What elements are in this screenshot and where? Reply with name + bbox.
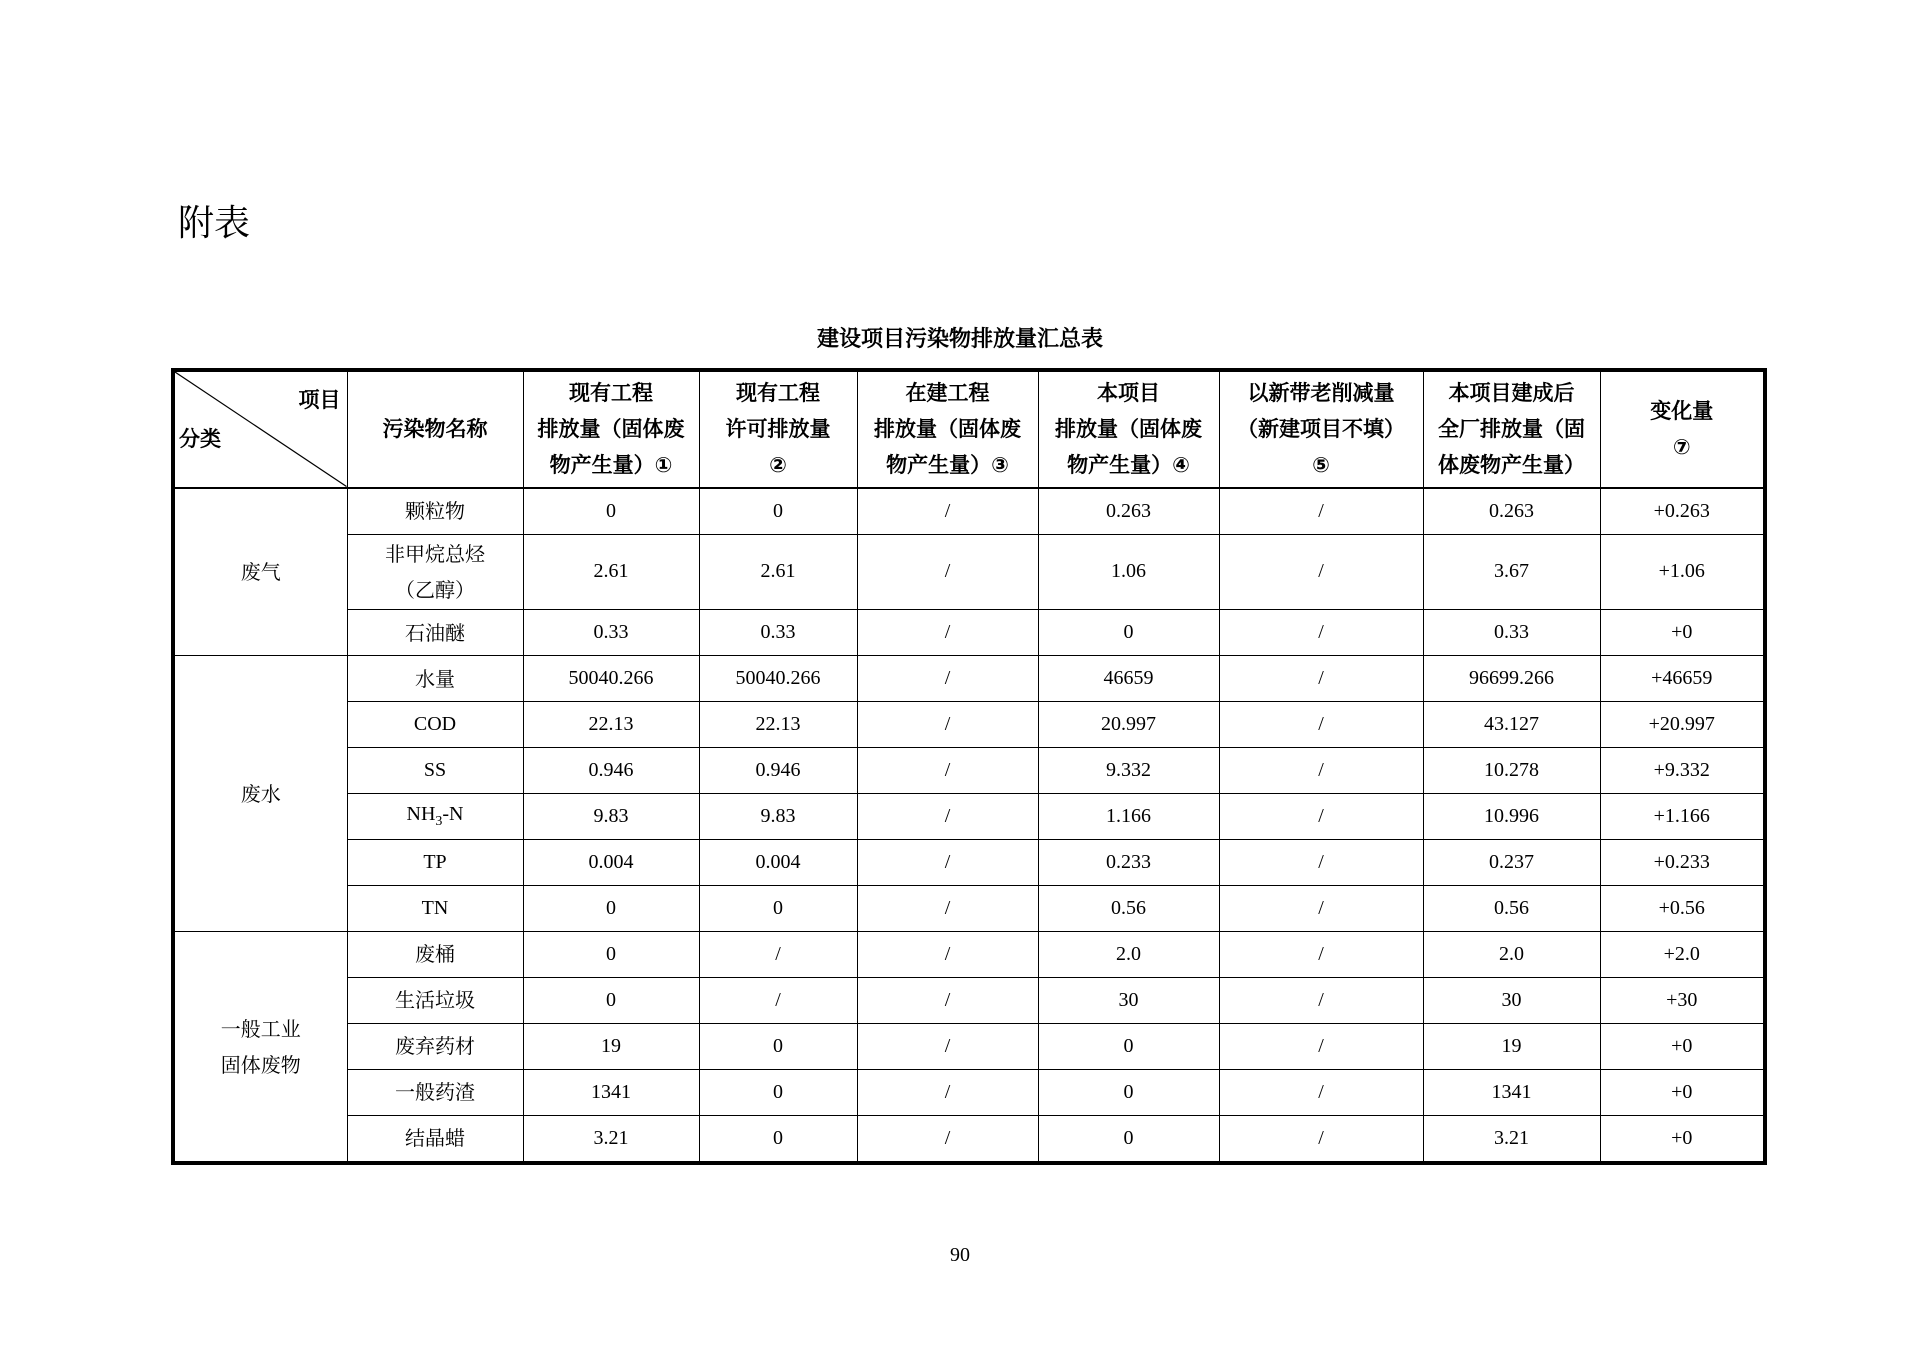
cell-permitted: / bbox=[699, 977, 857, 1023]
cell-under-construction: / bbox=[857, 977, 1038, 1023]
table-row bbox=[173, 1069, 1765, 1115]
formula-base: NH bbox=[406, 803, 436, 826]
header-line: 变化量 bbox=[1650, 399, 1714, 424]
table-row bbox=[173, 1023, 1765, 1069]
cell-change: +0 bbox=[1600, 1115, 1765, 1163]
cell-under-construction: / bbox=[857, 656, 1038, 702]
cell-existing: 3.21 bbox=[523, 1115, 699, 1163]
cell-existing: 0.33 bbox=[523, 610, 699, 656]
header-line: 物产生量）④ bbox=[1067, 453, 1190, 478]
cell-this-project: 20.997 bbox=[1038, 702, 1219, 748]
cell-this-project: 0.233 bbox=[1038, 840, 1219, 886]
cell-existing: 0.004 bbox=[523, 840, 699, 886]
cell-existing: 0 bbox=[523, 932, 699, 978]
cell-this-project: 1.06 bbox=[1038, 534, 1219, 610]
cell-change: +9.332 bbox=[1600, 748, 1765, 794]
cell-permitted: 0.33 bbox=[699, 610, 857, 656]
header-line: （新建项目不填） bbox=[1237, 417, 1405, 442]
cell-this-project: 0 bbox=[1038, 1069, 1219, 1115]
header-line: 本项目 bbox=[1097, 381, 1160, 406]
table-row bbox=[173, 702, 1765, 748]
cell-reduction: / bbox=[1219, 932, 1423, 978]
pollutant-name bbox=[347, 794, 523, 840]
cell-reduction: / bbox=[1219, 1115, 1423, 1163]
cell-change: +30 bbox=[1600, 977, 1765, 1023]
header-permitted-emission bbox=[699, 370, 857, 488]
table-row bbox=[173, 610, 1765, 656]
cell-existing: 0 bbox=[523, 977, 699, 1023]
cell-reduction: / bbox=[1219, 610, 1423, 656]
cell-permitted: 0 bbox=[699, 1069, 857, 1115]
cell-after-completion: 0.33 bbox=[1423, 610, 1600, 656]
cell-under-construction: / bbox=[857, 1115, 1038, 1163]
cell-existing: 0 bbox=[523, 886, 699, 932]
cell-after-completion: 0.263 bbox=[1423, 488, 1600, 534]
pollutant-name: TN bbox=[347, 886, 523, 932]
cell-under-construction: / bbox=[857, 886, 1038, 932]
table-row bbox=[173, 932, 1765, 978]
pollutant-name: SS bbox=[347, 748, 523, 794]
header-line: 现有工程 bbox=[569, 381, 653, 406]
cell-permitted: 0.946 bbox=[699, 748, 857, 794]
cell-permitted: / bbox=[699, 932, 857, 978]
formula-subscript: 3 bbox=[435, 814, 443, 830]
cell-reduction: / bbox=[1219, 1023, 1423, 1069]
cell-after-completion: 0.237 bbox=[1423, 840, 1600, 886]
emission-summary-table bbox=[171, 368, 1767, 1165]
group-line: 固体废物 bbox=[220, 1052, 301, 1077]
group-solid-waste bbox=[173, 932, 347, 1164]
cell-change: +2.0 bbox=[1600, 932, 1765, 978]
cell-change: +20.997 bbox=[1600, 702, 1765, 748]
cell-after-completion: 30 bbox=[1423, 977, 1600, 1023]
table-row bbox=[173, 534, 1765, 610]
pollutant-name: 废桶 bbox=[347, 932, 523, 978]
pollutant-name-line: （乙醇） bbox=[395, 577, 475, 602]
header-corner-item: 项目 bbox=[298, 388, 341, 412]
cell-permitted: 22.13 bbox=[699, 702, 857, 748]
header-line: 本项目建成后 bbox=[1448, 381, 1575, 406]
cell-under-construction: / bbox=[857, 534, 1038, 610]
cell-permitted: 0 bbox=[699, 1023, 857, 1069]
cell-this-project: 2.0 bbox=[1038, 932, 1219, 978]
cell-after-completion: 0.56 bbox=[1423, 886, 1600, 932]
header-change bbox=[1600, 370, 1765, 488]
cell-existing: 2.61 bbox=[523, 534, 699, 610]
cell-existing: 0.946 bbox=[523, 748, 699, 794]
cell-reduction: / bbox=[1219, 534, 1423, 610]
table-row bbox=[173, 840, 1765, 886]
cell-under-construction: / bbox=[857, 932, 1038, 978]
header-corner-cell bbox=[173, 370, 347, 488]
cell-this-project: 30 bbox=[1038, 977, 1219, 1023]
cell-after-completion: 43.127 bbox=[1423, 702, 1600, 748]
cell-under-construction: / bbox=[857, 840, 1038, 886]
header-line: 排放量（固体废 bbox=[874, 417, 1021, 442]
pollutant-name: 石油醚 bbox=[347, 610, 523, 656]
cell-this-project: 1.166 bbox=[1038, 794, 1219, 840]
cell-reduction: / bbox=[1219, 488, 1423, 534]
cell-this-project: 0.56 bbox=[1038, 886, 1219, 932]
cell-permitted: 0 bbox=[699, 886, 857, 932]
cell-reduction: / bbox=[1219, 702, 1423, 748]
formula-suffix: -N bbox=[442, 803, 464, 826]
cell-reduction: / bbox=[1219, 977, 1423, 1023]
cell-after-completion: 10.278 bbox=[1423, 748, 1600, 794]
pollutant-name: 废弃药材 bbox=[347, 1023, 523, 1069]
cell-reduction: / bbox=[1219, 794, 1423, 840]
cell-under-construction: / bbox=[857, 1023, 1038, 1069]
pollutant-name: 颗粒物 bbox=[347, 488, 523, 534]
header-corner-category: 分类 bbox=[179, 426, 221, 451]
cell-change: +46659 bbox=[1600, 656, 1765, 702]
header-this-project bbox=[1038, 370, 1219, 488]
cell-after-completion: 19 bbox=[1423, 1023, 1600, 1069]
header-line: 物产生量）① bbox=[549, 453, 673, 478]
cell-under-construction: / bbox=[857, 794, 1038, 840]
table-row bbox=[173, 794, 1765, 840]
group-air: 废气 bbox=[173, 488, 347, 656]
table-row bbox=[173, 748, 1765, 794]
header-pollutant-name: 污染物名称 bbox=[347, 370, 523, 488]
cell-after-completion: 96699.266 bbox=[1423, 656, 1600, 702]
cell-existing: 22.13 bbox=[523, 702, 699, 748]
cell-change: +0.233 bbox=[1600, 840, 1765, 886]
table-row bbox=[173, 656, 1765, 702]
page-number: 90 bbox=[950, 1244, 970, 1266]
cell-after-completion: 1341 bbox=[1423, 1069, 1600, 1115]
pollutant-name: 生活垃圾 bbox=[347, 977, 523, 1023]
cell-this-project: 0 bbox=[1038, 610, 1219, 656]
cell-change: +0 bbox=[1600, 1023, 1765, 1069]
header-line: 现有工程 bbox=[736, 381, 820, 406]
cell-this-project: 0 bbox=[1038, 1023, 1219, 1069]
group-line: 一般工业 bbox=[220, 1016, 301, 1041]
cell-change: +0 bbox=[1600, 610, 1765, 656]
cell-under-construction: / bbox=[857, 610, 1038, 656]
cell-reduction: / bbox=[1219, 656, 1423, 702]
cell-under-construction: / bbox=[857, 702, 1038, 748]
header-line: ⑤ bbox=[1312, 453, 1330, 478]
cell-existing: 1341 bbox=[523, 1069, 699, 1115]
cell-reduction: / bbox=[1219, 886, 1423, 932]
cell-reduction: / bbox=[1219, 748, 1423, 794]
cell-under-construction: / bbox=[857, 1069, 1038, 1115]
pollutant-name: 一般药渣 bbox=[347, 1069, 523, 1115]
header-line: 许可排放量 bbox=[725, 417, 831, 442]
cell-permitted: 2.61 bbox=[699, 534, 857, 610]
cell-existing: 0 bbox=[523, 488, 699, 534]
pollutant-name: COD bbox=[347, 702, 523, 748]
header-line: 排放量（固体废 bbox=[537, 417, 685, 442]
header-line: 体废物产生量） bbox=[1438, 453, 1585, 478]
header-under-construction bbox=[857, 370, 1038, 488]
cell-permitted: 0 bbox=[699, 488, 857, 534]
cell-change: +1.166 bbox=[1600, 794, 1765, 840]
cell-under-construction: / bbox=[857, 748, 1038, 794]
table-row bbox=[173, 886, 1765, 932]
cell-this-project: 46659 bbox=[1038, 656, 1219, 702]
header-line: 全厂排放量（固 bbox=[1438, 417, 1585, 442]
cell-existing: 19 bbox=[523, 1023, 699, 1069]
cell-permitted: 9.83 bbox=[699, 794, 857, 840]
header-line: ② bbox=[769, 453, 787, 478]
cell-existing: 50040.266 bbox=[523, 656, 699, 702]
cell-this-project: 9.332 bbox=[1038, 748, 1219, 794]
cell-permitted: 50040.266 bbox=[699, 656, 857, 702]
cell-this-project: 0 bbox=[1038, 1115, 1219, 1163]
table-row bbox=[173, 1115, 1765, 1163]
pollutant-name-line: 非甲烷总烃 bbox=[385, 541, 485, 566]
table-row bbox=[173, 977, 1765, 1023]
cell-change: +0.56 bbox=[1600, 886, 1765, 932]
header-existing-emission bbox=[523, 370, 699, 488]
cell-change: +0.263 bbox=[1600, 488, 1765, 534]
header-line: 物产生量）③ bbox=[886, 453, 1009, 478]
cell-permitted: 0.004 bbox=[699, 840, 857, 886]
cell-change: +1.06 bbox=[1600, 534, 1765, 610]
header-line: 排放量（固体废 bbox=[1055, 417, 1202, 442]
header-reduction bbox=[1219, 370, 1423, 488]
cell-existing: 9.83 bbox=[523, 794, 699, 840]
pollutant-name: TP bbox=[347, 840, 523, 886]
cell-permitted: 0 bbox=[699, 1115, 857, 1163]
cell-after-completion: 3.67 bbox=[1423, 534, 1600, 610]
header-after-completion bbox=[1423, 370, 1600, 488]
cell-change: +0 bbox=[1600, 1069, 1765, 1115]
pollutant-name bbox=[347, 534, 523, 610]
header-line: 在建工程 bbox=[905, 381, 990, 406]
page-heading: 附表 bbox=[178, 203, 251, 244]
group-water: 废水 bbox=[173, 656, 347, 932]
pollutant-name: 水量 bbox=[347, 656, 523, 702]
cell-after-completion: 10.996 bbox=[1423, 794, 1600, 840]
cell-reduction: / bbox=[1219, 1069, 1423, 1115]
pollutant-name: 结晶蜡 bbox=[347, 1115, 523, 1163]
cell-this-project: 0.263 bbox=[1038, 488, 1219, 534]
cell-after-completion: 2.0 bbox=[1423, 932, 1600, 978]
header-line: ⑦ bbox=[1672, 435, 1691, 460]
header-line: 以新带老削减量 bbox=[1247, 381, 1395, 406]
cell-under-construction: / bbox=[857, 488, 1038, 534]
cell-after-completion: 3.21 bbox=[1423, 1115, 1600, 1163]
table-row bbox=[173, 488, 1765, 534]
table-title: 建设项目污染物排放量汇总表 bbox=[816, 327, 1103, 352]
cell-reduction: / bbox=[1219, 840, 1423, 886]
